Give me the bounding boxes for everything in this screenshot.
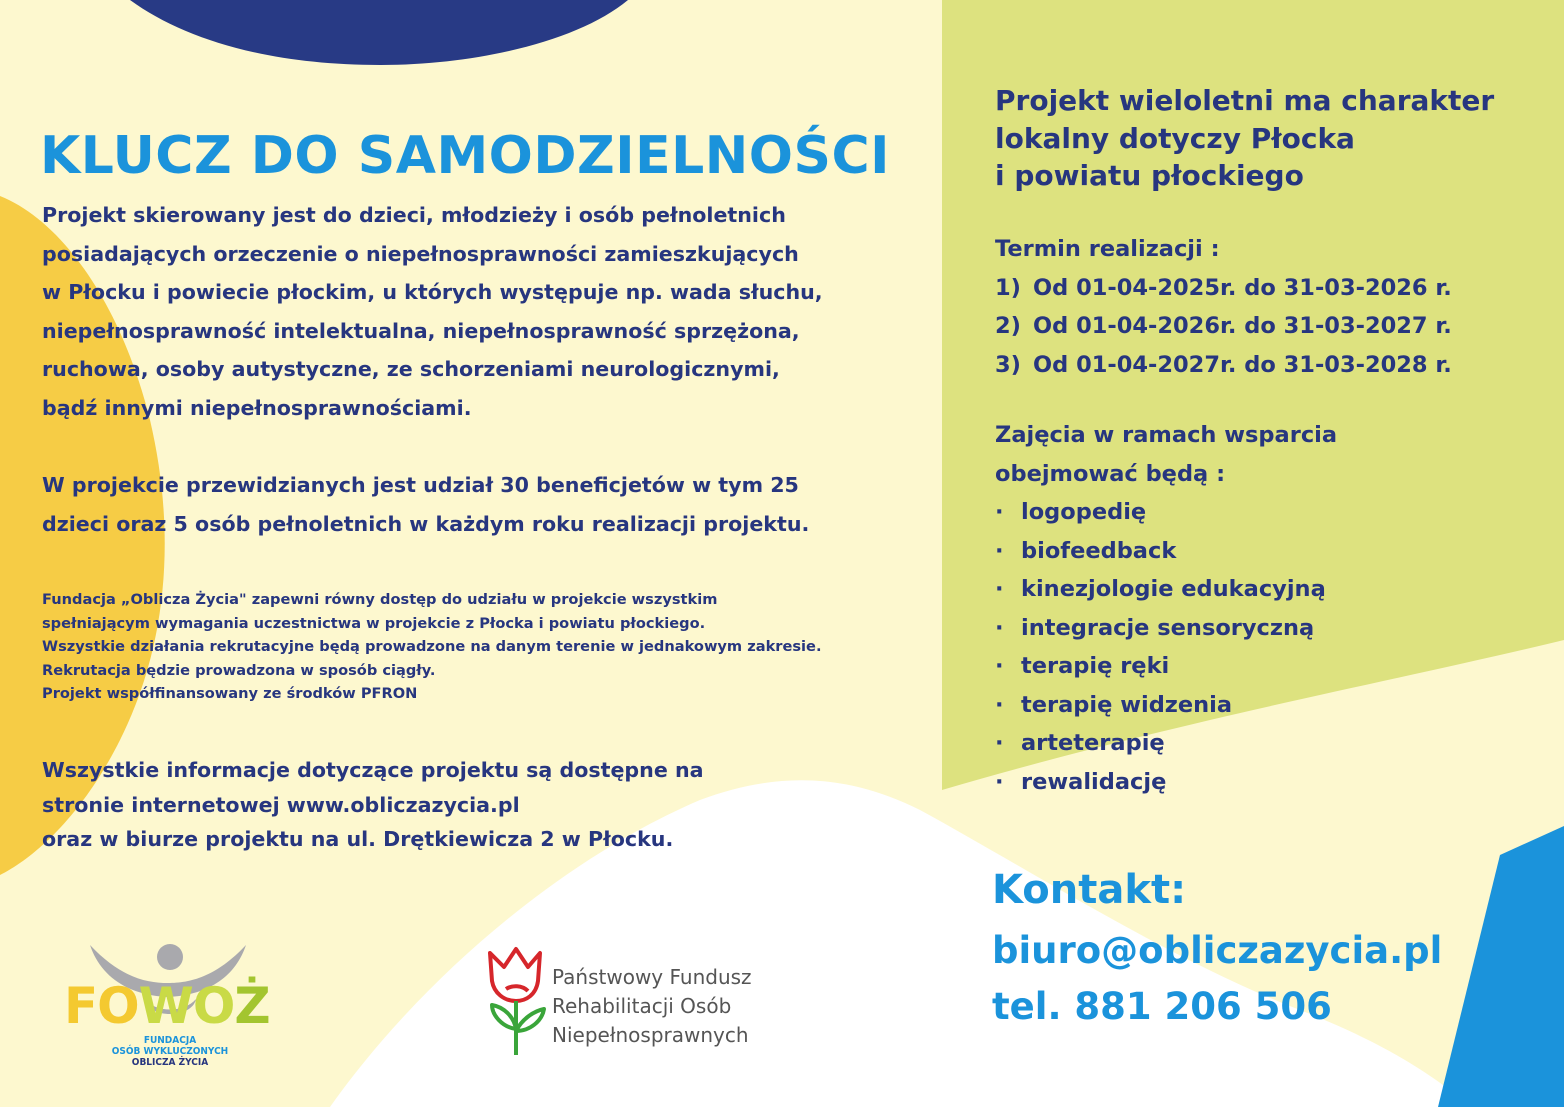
list-item xyxy=(995,532,1555,571)
term-number: 2) xyxy=(995,313,1021,339)
intro-line: Projekt skierowany jest do dzieci, młodzieży i osób pełnoletnich xyxy=(42,203,786,227)
fowoz-letters: FO xyxy=(64,977,139,1035)
intro-line: posiadających orzeczenie o niepełnosprawności zamieszkujących xyxy=(42,241,799,266)
fowoz-caption: OSÓB WYKLUCZONYCH xyxy=(111,1046,229,1057)
term-item xyxy=(995,307,1555,346)
scope-line: lokalny dotyczy Płocka xyxy=(995,121,1355,155)
bullet-icon: · xyxy=(995,614,1004,641)
fine-print-line: Projekt współfinansowany ze środków PFRON xyxy=(42,685,418,702)
activity-text: rewalidację xyxy=(1021,768,1167,795)
pfron-line: Państwowy Fundusz xyxy=(552,965,752,989)
fowoz-caption: FUNDACJA xyxy=(143,1035,197,1046)
fine-print-line: Wszystkie działania rekrutacyjne będą prowadzone na danym terenie w jednakowym zakresie. xyxy=(42,638,822,655)
list-item xyxy=(995,493,1555,532)
activity-text: biofeedback xyxy=(1021,537,1177,564)
bullet-icon: · xyxy=(995,499,1004,525)
activities-list xyxy=(995,493,1555,801)
activity-text: integracje sensoryczną xyxy=(1021,614,1315,641)
activity-text: terapię widzenia xyxy=(1021,691,1233,718)
activities-label: obejmować będą : xyxy=(995,460,1226,487)
realization-terms xyxy=(995,230,1555,384)
blue-corner-shape xyxy=(1438,826,1564,1107)
bullet-icon: · xyxy=(995,653,1004,679)
term-text: Od 01-04-2027r. do 31-03-2028 r. xyxy=(1033,351,1452,378)
intro-paragraph xyxy=(42,196,942,427)
intro-line: w Płocku i powiecie płockim, u których występuje np. wada słuchu, xyxy=(42,280,823,304)
activities-section xyxy=(995,416,1555,801)
term-text: Od 01-04-2025r. do 31-03-2026 r. xyxy=(1033,274,1452,301)
fine-print xyxy=(42,588,922,706)
activity-text: logopedię xyxy=(1021,499,1147,525)
fowoz-logo xyxy=(60,935,275,1075)
pfron-line: Niepełnosprawnych xyxy=(552,1023,749,1047)
term-number: 1) xyxy=(995,274,1021,301)
info-line: stronie internetowej www.obliczazycia.pl xyxy=(42,792,520,817)
fine-print-line: Fundacja „Oblicza Życia" zapewni równy dostęp do udziału w projekcie wszystkim xyxy=(42,591,718,608)
bullet-icon: · xyxy=(995,730,1004,756)
bullet-icon: · xyxy=(995,691,1004,718)
project-scope-heading xyxy=(995,82,1555,195)
fowoz-letters: Ż xyxy=(234,977,270,1035)
activity-text: terapię ręki xyxy=(1021,653,1170,679)
intro-line: niepełnosprawność intelektualna, niepełnosprawność sprzężona, xyxy=(42,318,800,343)
activity-text: arteterapię xyxy=(1021,730,1165,756)
beneficiaries-line: W projekcie przewidzianych jest udział 30 beneficjetów w tym 25 xyxy=(42,473,799,497)
info-line: Wszystkie informacje dotyczące projektu są dostępne na xyxy=(42,758,704,782)
terms-label: Termin realizacji : xyxy=(995,236,1220,262)
list-item xyxy=(995,570,1555,609)
activities-label: Zajęcia w ramach wsparcia xyxy=(995,422,1338,448)
intro-line: bądź innymi niepełnosprawnościami. xyxy=(42,395,472,420)
scope-line: Projekt wieloletni ma charakter xyxy=(995,84,1495,117)
pfron-name xyxy=(552,963,752,1050)
beneficiaries-paragraph xyxy=(42,466,942,543)
info-line: oraz w biurze projektu na ul. Drętkiewicza 2 w Płocku. xyxy=(42,827,674,851)
contact-phone: tel. 881 206 506 xyxy=(992,985,1332,1028)
bullet-icon: · xyxy=(995,537,1004,564)
page-title: KLUCZ DO SAMODZIELNOŚCI xyxy=(40,125,890,186)
term-item xyxy=(995,269,1555,308)
pfron-line: Rehabilitacji Osób xyxy=(552,994,732,1018)
pfron-logo xyxy=(482,945,812,1060)
list-item xyxy=(995,724,1555,763)
navy-arc-shape xyxy=(130,0,628,65)
fowoz-letters: WO xyxy=(138,977,235,1035)
bullet-icon: · xyxy=(995,768,1004,795)
fine-print-line: spełniającym wymagania uczestnictwa w projekcie z Płocka i powiatu płockiego. xyxy=(42,614,706,632)
contact-heading: Kontakt: xyxy=(992,867,1187,913)
beneficiaries-line: dzieci oraz 5 osób pełnoletnich w każdym roku realizacji projektu. xyxy=(42,511,810,536)
term-text: Od 01-04-2026r. do 31-03-2027 r. xyxy=(1033,313,1452,339)
term-number: 3) xyxy=(995,351,1021,378)
list-item xyxy=(995,647,1555,686)
fowoz-caption: OBLICZA ŻYCIA xyxy=(131,1057,209,1068)
list-item xyxy=(995,609,1555,648)
list-item xyxy=(995,686,1555,725)
contact-email-link[interactable]: biuro@obliczazycia.pl xyxy=(992,929,1443,972)
term-item xyxy=(995,346,1555,385)
tulip-icon xyxy=(482,945,552,1060)
fine-print-line: Rekrutacja będzie prowadzona w sposób ciągły. xyxy=(42,661,436,679)
fowoz-wordmark xyxy=(64,977,270,1035)
info-paragraph xyxy=(42,753,922,857)
scope-line: i powiatu płockiego xyxy=(995,159,1304,192)
intro-line: ruchowa, osoby autystyczne, ze schorzeniami neurologicznymi, xyxy=(42,357,780,381)
activity-text: kinezjologie edukacyjną xyxy=(1021,576,1326,602)
bullet-icon: · xyxy=(995,576,1004,602)
list-item xyxy=(995,763,1555,802)
